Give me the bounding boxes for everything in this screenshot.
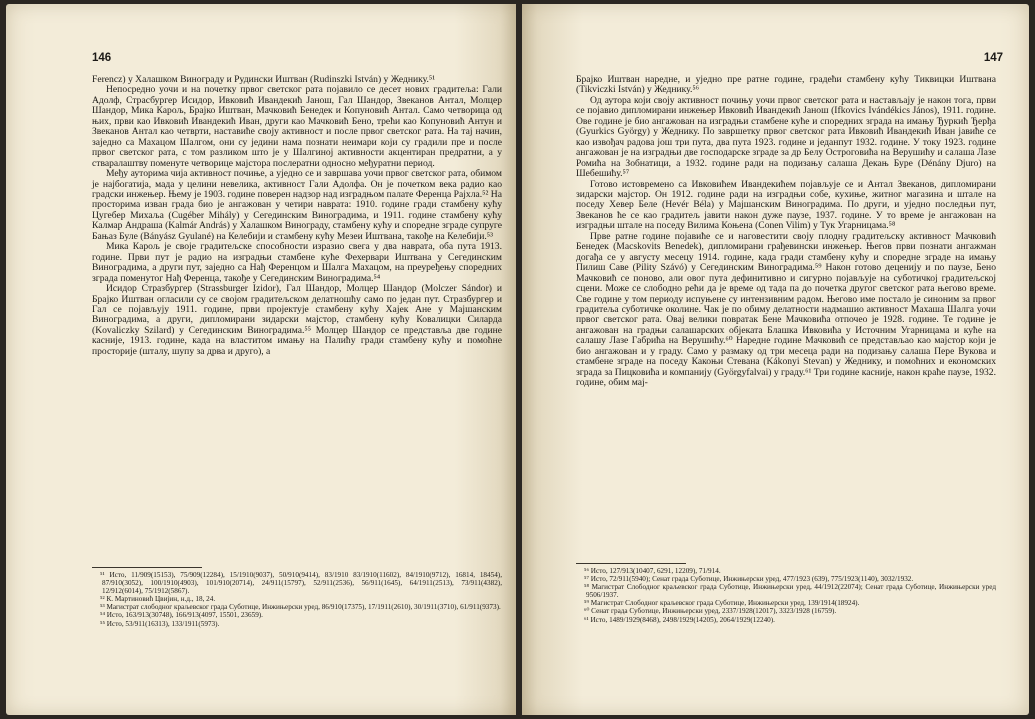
left-footnotes	[92, 561, 502, 628]
footnote: ⁵³ Магистрат слободног краљевског града Суботице, Инжињерски уред, 86/910(17375), 17/1911(2610), 30/1911(3710), 61/911(9373).	[100, 603, 501, 612]
footnote: ⁵⁴ Исто, 163/913(30748), 166/913(4097, 15501, 23659).	[100, 611, 263, 620]
footnote: ⁶¹ Исто, 1489/1929(8468), 2498/1929(14205), 2064/1929(12240).	[584, 615, 775, 624]
paragraph: Брајко Иштван наредне, и уједно пре ратне године, градећи стамбену кућу Тиквицки Иштвана (Tikviczki István) у Жеднику.⁵⁶	[576, 74, 996, 96]
footnote: ⁵⁹ Магистрат Слободног краљевског града Суботице, Инжињерски уред, 139/1914(18924).	[584, 599, 860, 608]
footnote: ⁵¹ Исто, 11/909(15153), 75/909(12284), 15/1910(9037), 50/910(9414), 83/1910 83/1910(11602), 84/1910(9712), 16814, 18454), 87/910(3052), 100/1910(4903), 101/910(20714), 24/911(15797), 52/911(2536), 56/911(1645), 64/1911(2513), 73/911(4382), 12/912(6014), 75/1912(5867).	[100, 571, 502, 596]
footnote: ⁵⁵ Исто, 53/911(16313), 133/1911(5973).	[100, 619, 220, 628]
paragraph: Од аутора који своју активност почињу уочи првог светског рата и настављају је након тога, први се појавио дипломирани инжењер Ивковић Ивандекић Јанош (Ifkovics Ivándékics János), 1911. године. Ове године је био ангажован на изградњи стамбене куће и споредних зграда на имању Ђуркић Ђерђа (Gyurkics György) у Жеднику. По завршетку првог светског рата Ивковић Ивандекић Иван јавиће се као извођач радова још три пута, два пута 1923. године и једанпут 1932. године. У току 1923. године ангажован је на изградњи две господарске зграде за др Белу Остроговића на Верушићу и салаша Лазе Ромића на Зобнатици, а 1932. године ради на подизању салаша Декањ Буре (Dénány Djuro) на Шебешићу.⁵⁷	[576, 94, 996, 180]
paragraph: Мика Карољ је своје градитељске способности изразио свега у два наврата, оба пута 1913. године. Први пут је радио на изградњи стамбене куће Фехервари Иштвана у Сегединским Виноградима, а други пут, заједно са Нађ Ференцом и Шалга Махацом, на преуређењу споредних зграда поменутог Нађ Ференца, такође у Сегединским Виноградима.⁵⁴	[92, 241, 502, 284]
paragraph: Међу ауторима чија активност почиње, а уједно се и завршава уочи првог светског рата, обимом је најбогатија, мада у целини невелика, активност Гали Адолфа. Он је почетком века радио као градски инжењер. Њему је 1903. године поверен надзор над изградњом палате Ференца Рајхла.⁵² На просторима изван града био је ангажован у четири наврата: 1910. године гради стамбену кућу Цугебер Михаља (Cugéber Mihály) у Сегединским Виноградима, и 1911. године стамбену кућу Калмар Андраша (Kalmár András) у Халашком Винограду, стамбену кућу и споредне зграде супруге Бањаз Буле (Bányász Gyulané) на Келебији и стамбену кућу Мезеи Иштвана, такође на Келебији.⁵³	[92, 168, 502, 242]
right-page	[522, 4, 1029, 715]
left-page-body	[92, 75, 502, 357]
footnote-rule	[576, 563, 686, 564]
footnote: ⁶⁰ Сенат града Суботице, Инжињерски уред, 2337/1928(12017), 3323/1928 (16759).	[584, 607, 837, 616]
paragraph: Готово истовремено са Ивковићем Ивандекићем појављује се и Антал Звеканов, дипломирани зидарски мајстор. Он 1912. године ради на изградњи собе, кухиње, житног магазина и штале на поседу Хевер Беле (Hevér Béla) у Мајшанским Виноградима. По други, и уједно последњи пут, Звеканов ће се као градитељ јавити након дуже паузе, 1937. године. У то време је ангажован на изградњи штале на поседу Вилима Коњена (Conen Vilim) у Тук Угарницама.⁵⁸	[576, 178, 996, 232]
left-page-number: 146	[92, 52, 112, 64]
paragraph: Ferencz) у Халашком Винограду и Рудински Иштван (Rudinszki István) у Жеднику.⁵¹	[92, 74, 436, 85]
right-page-body	[576, 75, 996, 389]
paragraph: Прве ратне године појавиће се и наговестити своју плодну градитељску активност Мачковић Бенедек (Macskovits Benedek), дипломирани грађевински инжењер. Његов први познати ангажман догађа се у августу месецу 1914. године, када гради стамбену кућу и споредне зграде на имању Пилиш Саве (Pility Szávó) у Сегединским Виноградима.⁵⁹ Након готово деценију и по паузе, Бено Мачковић се поново, али овог пута дефинитивно и сигурно појављује на суботичкој градитељској сцени. Може се слободно рећи да је време од тада па до почетка другог светског рата његово време. Све године у том периоду испуњене су интензивним радом. Његово име постало је синоним за првог градитеља суботичке околине. Чак је по обиму делатности надмашио активност Махаша Шалга уочи првог светског рата. Овај велики повратак Бене Мачковића отпочео је 1928. године. Те године је ангажован на градњи салашарских објеката Блашка Ивковића у Источним Угарницама и куће на салашу Лазе Габрића на Верушићу.⁶⁰ Наредне године Мачковић се представљао као мајстор који је био ангажован и у граду. Само у размаку од три месеца ради на подизању салаша Пере Вукова и стамбене зграде на поседу Какоњи Стевана (Kákonyi Stevan) у Жеднику, и помоћних и економских зграда за Пицковића и компанију (Györgyfalvai) у граду.⁶¹ Три године касније, након краће паузе, 1932. године, обим мај-	[576, 230, 996, 389]
right-footnotes	[576, 557, 996, 624]
footnote: ⁵² К. Мартиновић Цвијин, н.д., 18, 24.	[100, 595, 216, 604]
left-page	[6, 4, 516, 715]
footnote: ⁵⁷ Исто, 72/911(5940); Сенат града Суботице, Инжињерски уред, 477/1923 (639), 775/1923(1140), 3032/1932.	[584, 575, 914, 584]
right-page-number: 147	[983, 52, 1003, 64]
paragraph: Непосредно уочи и на почетку првог светског рата појавило се десет нових градитеља: Гали Адолф, Страсбургер Исидор, Ивковић Ивандекић Јанош, Гал Шандор, Звеканов Антал, Молцер Шандор, Мика Карољ, Брајко Иштван, Мачковић Бенедек и Копуновић Антал. Само четворица од њих, први као Ивковић Ивандекић Иван, други као Мачковић Бено, трећи као Копуновић Антун и Звеканов Антал као четврти, наставиће своју активност и после првог светског рата. На тај начин, заједно са Махацом Шалгом, они су једини нама познати неимари који су градили пре и после првог светског рата, с том разликом што је у Шалгиној активности акцентиран предратни, а у стваралаштву поменуте четворице мајстора послератни односно међуратни период.	[92, 84, 502, 169]
paragraph: Исидор Стразбургер (Strassburger Izidor), Гал Шандор, Молцер Шандор (Molczer Sándor) и Брајко Иштван огласили су се својом градитељском делатношћу само по један пут. Стразбургер и Гал се појављују 1911. године, први пројектује стамбену кућу Хајек Ане у Мајшанским Виноградима, а други, дипломирани зидарски мајстор, стамбену кућу Ковалицки Силарда (Kovaliczky Szilard) у Сегединским Виноградима.⁵⁵ Молцер Шандор се представља две године касније, 1913. године, када на властитом имању на Палићу гради стамбену кућу и помоћне просторије (шталу, шупу за дрва и друго), а	[92, 283, 502, 357]
footnote: ⁵⁸ Магистрат Слободног краљевског града Суботице, Инжињерски уред, 44/1912(22074); Сенат града Суботице, Инжињерски уред 9506/1937.	[584, 583, 996, 600]
footnote-rule	[92, 567, 202, 568]
footnote: ⁵⁶ Исто, 127/913(10407, 6291, 12209), 71/914.	[584, 567, 721, 575]
